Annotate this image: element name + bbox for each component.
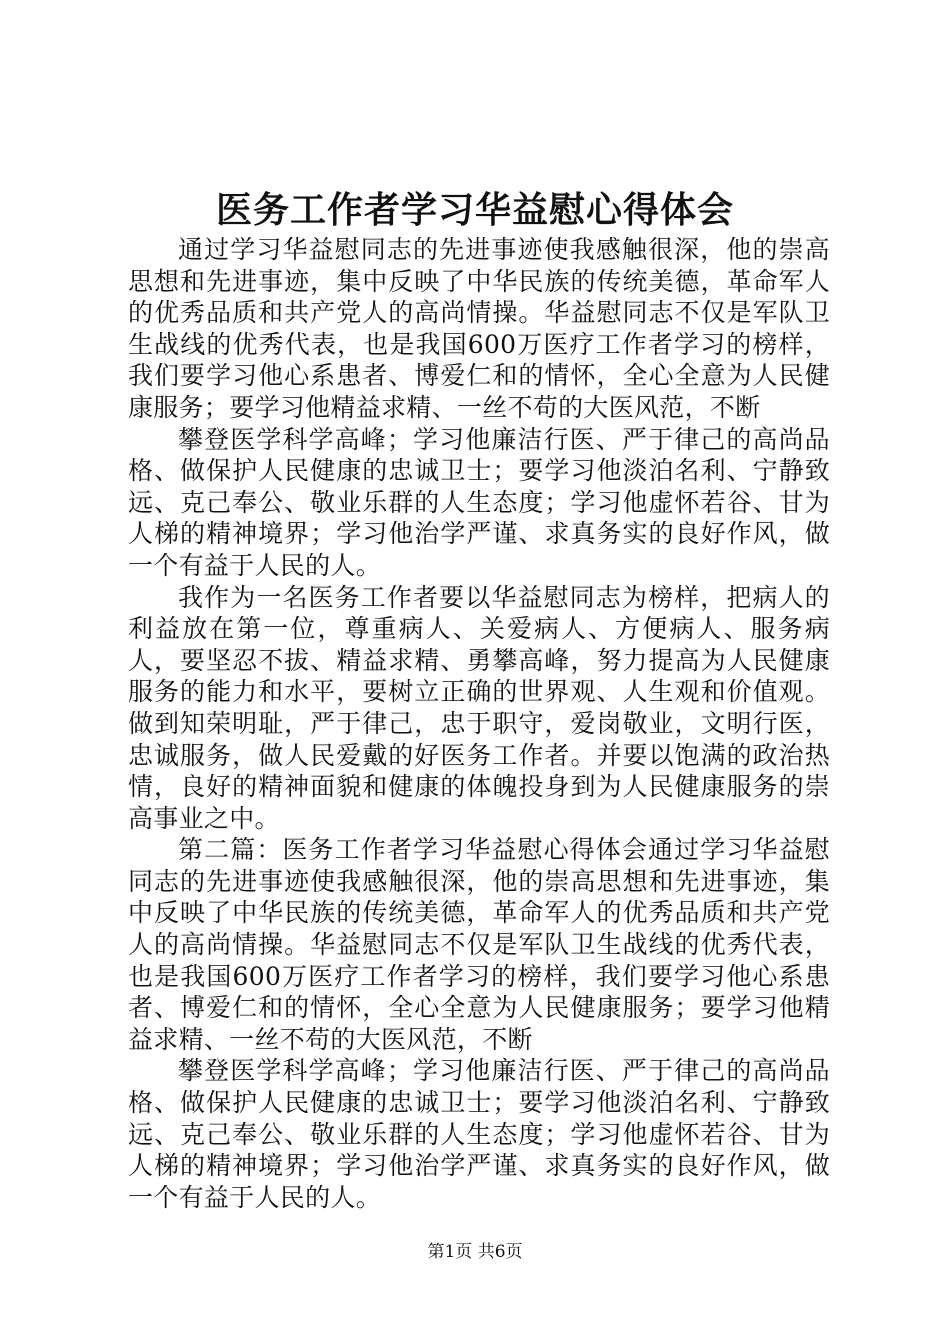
paragraph-3: 我作为一名医务工作者要以华益慰同志为榜样，把病人的利益放在第一位，尊重病人、关爱病人、方便病人、服务病人，要坚忍不拔、精益求精、勇攀高峰，努力提高为人民健康服务的能力和水平，要树立正确的世界观、人生观和价值观。做到知荣明耻，严于律己，忠于职守，爱岗敬业，文明行医，忠诚服务，做人民爱戴的好医务工作者。并要以饱满的政治热情，良好的精神面貌和健康的体魄投身到为人民健康服务的崇高事业之中。: [128, 582, 830, 833]
paragraph-5: 攀登医学科学高峰；学习他廉洁行医、严于律己的高尚品格、做保护人民健康的忠诚卫士；要学习他淡泊名利、宁静致远、克己奉公、敬业乐群的人生态度；学习他虚怀若谷、甘为人梯的精神境界；学习他治学严谨、求真务实的良好作风，做一个有益于人民的人。: [128, 1056, 830, 1212]
document-body: [128, 234, 830, 1213]
document-title: 医务工作者学习华益慰心得体会: [215, 189, 734, 231]
paragraph-1: 通过学习华益慰同志的先进事迹使我感触很深，他的崇高思想和先进事迹，集中反映了中华民族的传统美德，革命军人的优秀品质和共产党人的高尚情操。华益慰同志不仅是军队卫生战线的优秀代表，也是我国600万医疗工作者学习的榜样，我们要学习他心系患者、博爱仁和的情怀，全心全意为人民健康服务；要学习他精益求精、一丝不苟的大医风范，不断: [128, 235, 830, 422]
page-number-footer: 第1页 共6页: [427, 1242, 523, 1262]
paragraph-4: 第二篇：医务工作者学习华益慰心得体会通过学习华益慰同志的先进事迹使我感触很深，他的崇高思想和先进事迹，集中反映了中华民族的传统美德，革命军人的优秀品质和共产党人的高尚情操。华益慰同志不仅是军队卫生战线的优秀代表，也是我国600万医疗工作者学习的榜样，我们要学习他心系患者、博爱仁和的情怀，全心全意为人民健康服务；要学习他精益求精、一丝不苟的大医风范，不断: [128, 835, 830, 1054]
paragraph-2: 攀登医学科学高峰；学习他廉洁行医、严于律己的高尚品格、做保护人民健康的忠诚卫士；要学习他淡泊名利、宁静致远、克己奉公、敬业乐群的人生态度；学习他虚怀若谷、甘为人梯的精神境界；学习他治学严谨、求真务实的良好作风，做一个有益于人民的人。: [128, 424, 830, 580]
